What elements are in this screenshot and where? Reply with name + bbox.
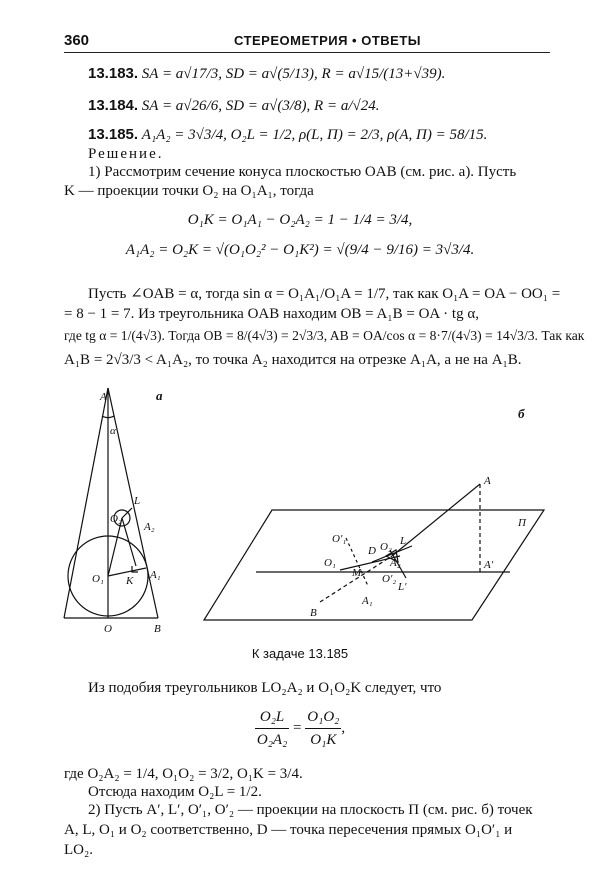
fig-b-point: A₂ <box>390 557 401 569</box>
fig-b-point: O₁ <box>324 557 336 569</box>
running-title: СТЕРЕОМЕТРИЯ • ОТВЕТЫ <box>234 33 421 48</box>
equation-2: A₁A₂ = O₂K = √(O₁O₂² − O₁K²) = √(9/4 − 9/16) = 3√3/4. <box>125 242 475 258</box>
equation-1: O₁K = O₁A₁ − O₂A₂ = 1 − 1/4 = 3/4, <box>187 212 413 228</box>
fig-b-point: O′₁ <box>332 533 347 545</box>
fig-a-point: O₂ <box>110 513 122 525</box>
proportion-equation: $\frac{\text{O₂L}}{\text{O₂A₂}}$ = $\frac{\text{O₁O₂}}{\text{O₁K}}$ , <box>0 706 600 751</box>
answer-13-183: 13.183. SA = a√17/3, SD = a√(5/13), R = a√15/(13+√39). <box>88 65 446 82</box>
figure-caption: К задаче 13.185 <box>251 646 349 661</box>
answer-13-185: 13.185. A₁A₂ = 3√3/4, O₂L = 1/2, ρ(L, Π) = 2/3, ρ(A, Π) = 58/15. <box>88 126 488 143</box>
after-line2: где O₂A₂ = 1/4, O₁O₂ = 3/2, O₁K = 3/4. <box>64 766 303 782</box>
solution-p2-line1: Пусть ∠OAB = α, тогда sin α = O₁A₁/O₁A = 1/7, так как O₁A = OA − OO₁ = <box>88 286 561 302</box>
fraction-left: $\frac{\text{O₂L}}{\text{O₂A₂}}$ <box>255 706 289 751</box>
o2-l-segment <box>122 508 132 518</box>
fig-b-point: O₂ <box>380 541 392 553</box>
fig-a-point: K <box>126 575 134 587</box>
solution-heading: Решение. <box>88 146 164 162</box>
figure-a-label: а <box>156 388 163 403</box>
fig-b-point: O′₂ <box>382 573 397 585</box>
after-line6: LO₂. <box>64 842 93 858</box>
fig-a-point: O₁ <box>92 573 104 585</box>
fig-b-point: M <box>352 567 362 579</box>
fig-b-point: A′ <box>484 559 494 571</box>
after-line1: Из подобия треугольников LO₂A₂ и O₁O₂K следует, что <box>88 680 442 696</box>
solution-p2-line4: A₁B = 2√3/3 < A₁A₂, то точка A₂ находится на отрезке A₁A, а не на A₁B. <box>64 352 522 368</box>
fig-b-point: A₁ <box>362 595 373 607</box>
after-line3: Отсюда находим O₂L = 1/2. <box>88 784 262 800</box>
fig-b-point: L <box>400 535 407 547</box>
o2-k-segment <box>122 518 136 566</box>
fig-a-point: B <box>154 623 161 635</box>
fig-b-point: D <box>368 545 376 557</box>
fig-a-point: A₁ <box>150 569 161 581</box>
solution-p2-line3: где tg α = 1/(4√3). Тогда OB = 8/(4√3) = 2√3/3, AB = OA/cos α = 8·7/(4√3) = 14√3/3. Так как <box>64 328 585 343</box>
figure-b <box>200 470 560 630</box>
fig-b-point: A <box>484 475 491 487</box>
answer-13-184: 13.184. SA = a√26/6, SD = a√(3/8), R = a/√24. <box>88 97 380 114</box>
fraction-right: $\frac{\text{O₁O₂}}{\text{O₁K}}$ <box>305 706 341 751</box>
solution-p2-line2: = 8 − 1 = 7. Из треугольника OAB находим OB = A₁B = OA · tg α, <box>64 306 479 322</box>
after-line5: A, L, O₁ и O₂ соответственно, D — точка пересечения прямых O₁O′₁ и <box>64 822 513 838</box>
o1-o2-segment <box>108 518 122 576</box>
page-number: 360 <box>64 32 90 49</box>
solution-p1-line2: K — проекции точки O₂ на O₁A₁, тогда <box>64 183 314 199</box>
fig-a-point: O <box>104 623 112 635</box>
figure-b-label: б <box>518 406 525 421</box>
fig-a-point: A₂ <box>144 521 155 533</box>
figure-a <box>40 380 200 640</box>
fig-b-point: L′ <box>398 581 407 593</box>
after-line4: 2) Пусть A′, L′, O′₁, O′₂ — проекции на плоскость Π (см. рис. б) точек <box>88 802 533 818</box>
solution-p1-line1: 1) Рассмотрим сечение конуса плоскостью OAB (см. рис. а). Пусть <box>88 164 517 180</box>
fig-a-point: A <box>100 391 107 403</box>
fig-a-point: L <box>134 495 141 507</box>
fig-a-point: α <box>110 425 116 437</box>
fig-b-point: B <box>310 607 317 619</box>
fig-b-point: Π <box>518 517 526 529</box>
page-header <box>64 30 550 53</box>
